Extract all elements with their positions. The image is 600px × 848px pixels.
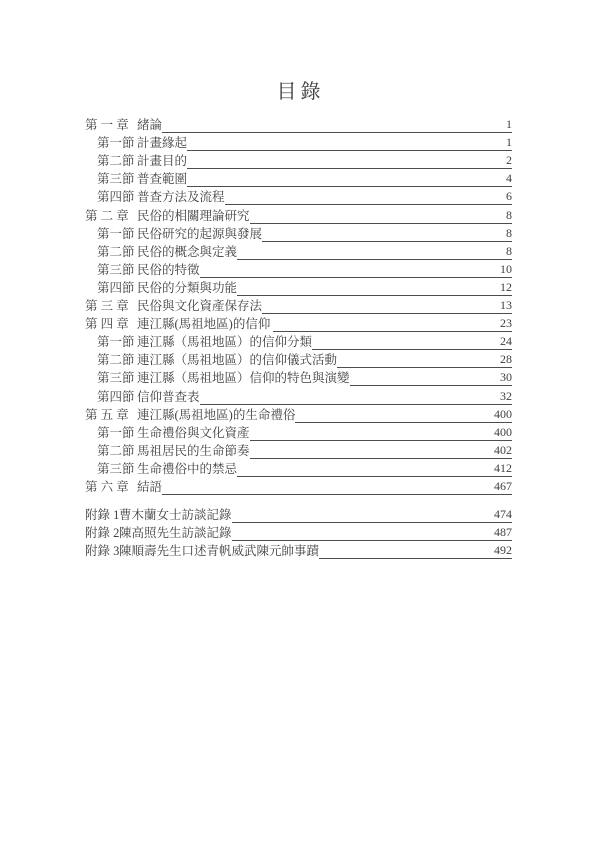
leader-line [200, 386, 497, 404]
toc-entry-page: 8 [499, 208, 512, 224]
toc-entry-title: 連江縣(馬祖地區)的信仰 [137, 317, 274, 332]
appendix-list [85, 505, 512, 559]
toc-entry-page: 412 [491, 461, 512, 477]
toc-entry [85, 386, 512, 404]
toc-entry [85, 423, 512, 441]
leader-line [312, 332, 497, 350]
toc-entry-page: 13 [497, 298, 512, 314]
toc-entry-title: 普查範圍 [137, 172, 188, 187]
leader-line [200, 260, 497, 278]
toc-entry-label: 第三節 [97, 371, 135, 386]
toc-entry-page: 1 [499, 117, 512, 133]
toc-entry [85, 477, 512, 495]
appendix-entry-title: 陳順壽先生口述青帆威武陳元帥事蹟 [119, 544, 320, 559]
leader-line [262, 296, 497, 314]
toc-entry-page: 6 [499, 189, 512, 205]
appendix-entry [85, 505, 512, 523]
toc-entry [85, 242, 512, 260]
toc-entry-title: 結語 [137, 479, 163, 494]
toc-entry-title: 生命禮俗中的禁忌 [137, 461, 238, 476]
toc-entry [85, 133, 512, 151]
toc-entry-page: 2 [499, 153, 512, 169]
toc-entry-page: 400 [491, 425, 512, 441]
toc-entry-title: 民俗的特徵 [137, 262, 200, 277]
toc-entry [85, 169, 512, 187]
toc-entry-page: 400 [491, 407, 512, 423]
toc-entry-label: 第三節 [97, 172, 135, 187]
leader-line [295, 405, 491, 423]
toc-entry-title: 計畫目的 [137, 154, 188, 169]
toc-entry [85, 224, 512, 242]
toc-entry [85, 115, 512, 133]
toc-entry-label: 第四節 [97, 280, 135, 295]
toc-entry [85, 314, 512, 332]
leader-line [250, 423, 491, 441]
leader-line [237, 242, 499, 260]
leader-line [273, 314, 497, 332]
appendix-entry-page: 474 [491, 507, 512, 523]
toc-entry [85, 350, 512, 368]
toc-entry-title: 計畫緣起 [137, 136, 188, 151]
toc-entry-page: 10 [497, 262, 512, 278]
appendix-entry-page: 492 [491, 543, 512, 559]
appendix-entry-title: 陳高照先生訪談記錄 [119, 526, 232, 541]
appendix-entry [85, 523, 512, 541]
toc-entry-page: 30 [497, 370, 512, 386]
toc-entry [85, 332, 512, 350]
toc-entry-page: 8 [499, 226, 512, 242]
leader-line [319, 541, 491, 559]
toc-entry-title: 連江縣（馬祖地區）的信仰分類 [137, 335, 313, 350]
toc-entry-label: 第四節 [97, 190, 135, 205]
toc-content [85, 82, 512, 559]
toc-entry [85, 187, 512, 205]
toc-entry-label: 第二節 [97, 244, 135, 259]
toc-entry-title: 民俗與文化資產保存法 [137, 299, 263, 314]
toc-entry-label: 第一節 [97, 226, 135, 241]
leader-line [350, 368, 497, 386]
appendix-entry-title: 曹木蘭女士訪談記錄 [119, 508, 232, 523]
toc-entry-page: 24 [497, 334, 512, 350]
toc-entry-page: 32 [497, 389, 512, 405]
toc-entry-title: 民俗的相關理論研究 [137, 208, 250, 223]
toc-entry-label: 第二節 [97, 443, 135, 458]
toc-entry [85, 405, 512, 423]
toc-entry-title: 普查方法及流程 [137, 190, 225, 205]
toc-entry [85, 459, 512, 477]
toc-entry-label: 第三節 [97, 262, 135, 277]
leader-line [187, 133, 499, 151]
leader-line [162, 477, 491, 495]
toc-entry-label: 第 六 章 [85, 479, 129, 494]
toc-entry-title: 生命禮俗與文化資產 [137, 425, 250, 440]
leader-line [232, 523, 491, 541]
toc-entry-label: 第 二 章 [85, 208, 129, 223]
toc-entry-label: 第四節 [97, 389, 135, 404]
toc-entry-title: 馬祖居民的生命節奏 [137, 443, 250, 458]
toc-entry-label: 第二節 [97, 154, 135, 169]
toc-entry-title: 連江縣（馬祖地區）的信仰儀式活動 [137, 353, 338, 368]
toc-entry-label: 第 一 章 [85, 118, 129, 133]
leader-line [237, 278, 497, 296]
toc-entry-page: 23 [497, 316, 512, 332]
toc-entry [85, 278, 512, 296]
toc-entry-label: 第一節 [97, 425, 135, 440]
toc-entry [85, 260, 512, 278]
leader-line [250, 441, 491, 459]
toc-entry-title: 民俗的分類與功能 [137, 280, 238, 295]
toc-entry-label: 第三節 [97, 461, 135, 476]
leader-line [232, 505, 491, 523]
leader-line [187, 169, 499, 187]
leader-line [225, 187, 499, 205]
appendix-entry [85, 541, 512, 559]
toc-entry-page: 4 [499, 171, 512, 187]
toc-entry-page: 12 [497, 280, 512, 296]
toc-entry-title: 信仰普查表 [137, 389, 200, 404]
leader-line [337, 350, 497, 368]
toc-list [85, 115, 512, 559]
toc-entry-label: 第 三 章 [85, 299, 129, 314]
toc-entry-label: 第一節 [97, 136, 135, 151]
leader-line [262, 224, 499, 242]
leader-line [237, 459, 491, 477]
toc-entry-title: 連江縣（馬祖地區）信仰的特色與演變 [137, 371, 350, 386]
toc-entry-page: 467 [491, 479, 512, 495]
toc-entry [85, 151, 512, 169]
toc-entry [85, 441, 512, 459]
toc-entry-page: 402 [491, 443, 512, 459]
toc-entry-page: 28 [497, 352, 512, 368]
toc-entry [85, 368, 512, 386]
toc-entry-label: 第 五 章 [85, 407, 129, 422]
leader-line [162, 115, 499, 133]
toc-entry-label: 第 四 章 [85, 317, 129, 332]
toc-entry-title: 民俗的概念與定義 [137, 244, 238, 259]
appendix-entry-page: 487 [491, 525, 512, 541]
leader-line [250, 205, 499, 223]
toc-entry-title: 緒論 [137, 118, 163, 133]
toc-entry-title: 民俗研究的起源與發展 [137, 226, 263, 241]
toc-entry-page: 1 [499, 135, 512, 151]
appendix-entry-label: 附錄 2 [85, 526, 120, 541]
page-title: 目錄 [276, 81, 325, 103]
toc-entry-label: 第一節 [97, 335, 135, 350]
toc-entry [85, 296, 512, 314]
toc-entry-page: 8 [499, 244, 512, 260]
appendix-entry-label: 附錄 1 [85, 508, 120, 523]
leader-line [187, 151, 499, 169]
toc-entry-title: 連江縣(馬祖地區)的生命禮俗 [137, 407, 296, 422]
appendix-entry-label: 附錄 3 [85, 544, 120, 559]
toc-entry [85, 205, 512, 223]
toc-entry-label: 第二節 [97, 353, 135, 368]
